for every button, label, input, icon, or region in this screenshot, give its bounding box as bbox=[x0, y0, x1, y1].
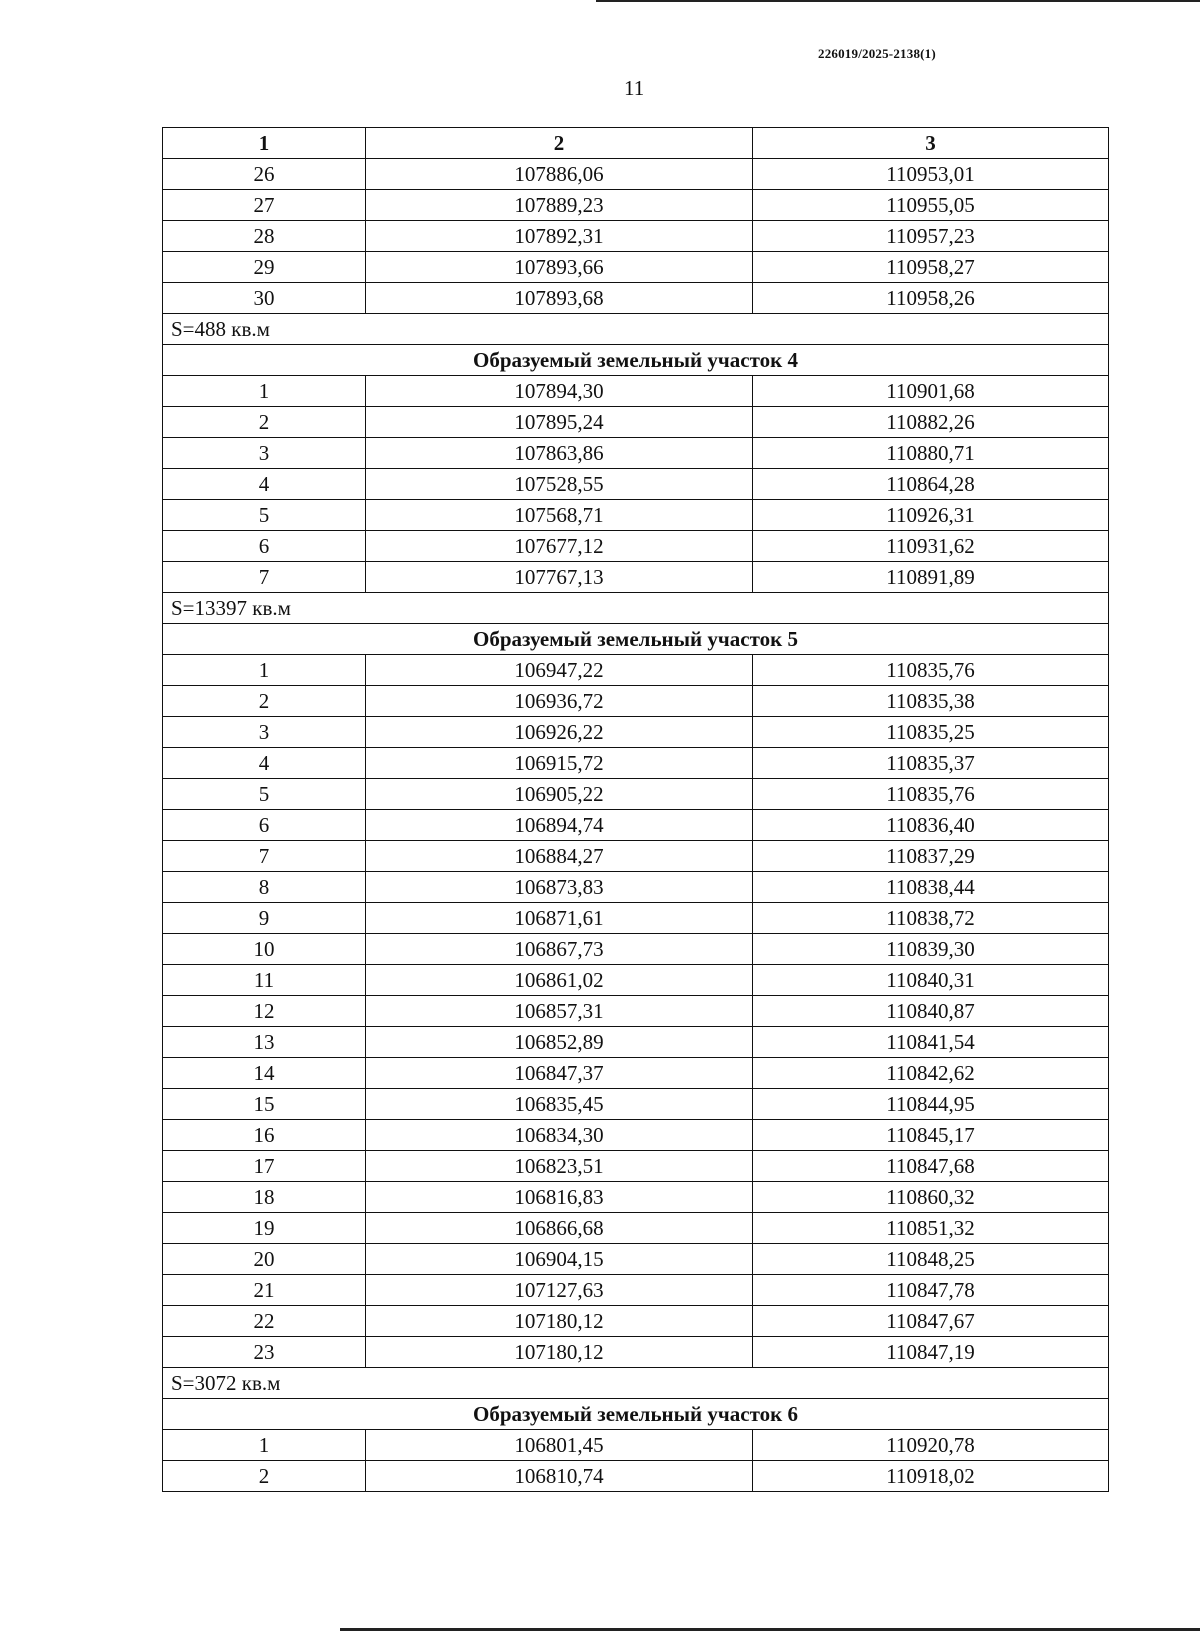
table-row bbox=[163, 469, 1109, 500]
point-number-cell: 30 bbox=[163, 283, 366, 314]
table-row bbox=[163, 1461, 1109, 1492]
point-number-cell: 29 bbox=[163, 252, 366, 283]
y-coordinate-cell: 110835,76 bbox=[753, 779, 1109, 810]
point-number-cell: 9 bbox=[163, 903, 366, 934]
column-header-y: 3 bbox=[753, 128, 1109, 159]
point-number-cell: 8 bbox=[163, 872, 366, 903]
table-row bbox=[163, 1182, 1109, 1213]
table-row bbox=[163, 1430, 1109, 1461]
section-title-row bbox=[163, 1399, 1109, 1430]
x-coordinate-cell: 107180,12 bbox=[366, 1337, 753, 1368]
y-coordinate-cell: 110926,31 bbox=[753, 500, 1109, 531]
x-coordinate-cell: 106867,73 bbox=[366, 934, 753, 965]
y-coordinate-cell: 110953,01 bbox=[753, 159, 1109, 190]
table-row bbox=[163, 872, 1109, 903]
section-title: Образуемый земельный участок 5 bbox=[163, 624, 1109, 655]
y-coordinate-cell: 110957,23 bbox=[753, 221, 1109, 252]
x-coordinate-cell: 106947,22 bbox=[366, 655, 753, 686]
x-coordinate-cell: 106834,30 bbox=[366, 1120, 753, 1151]
point-number-cell: 11 bbox=[163, 965, 366, 996]
point-number-cell: 2 bbox=[163, 1461, 366, 1492]
table-row bbox=[163, 376, 1109, 407]
y-coordinate-cell: 110838,44 bbox=[753, 872, 1109, 903]
table-row bbox=[163, 934, 1109, 965]
table-row bbox=[163, 996, 1109, 1027]
point-number-cell: 4 bbox=[163, 469, 366, 500]
table-row bbox=[163, 810, 1109, 841]
table-row bbox=[163, 655, 1109, 686]
x-coordinate-cell: 106810,74 bbox=[366, 1461, 753, 1492]
y-coordinate-cell: 110847,68 bbox=[753, 1151, 1109, 1182]
y-coordinate-cell: 110882,26 bbox=[753, 407, 1109, 438]
point-number-cell: 3 bbox=[163, 717, 366, 748]
table-row bbox=[163, 221, 1109, 252]
x-coordinate-cell: 107180,12 bbox=[366, 1306, 753, 1337]
point-number-cell: 1 bbox=[163, 655, 366, 686]
x-coordinate-cell: 107894,30 bbox=[366, 376, 753, 407]
y-coordinate-cell: 110847,19 bbox=[753, 1337, 1109, 1368]
x-coordinate-cell: 106823,51 bbox=[366, 1151, 753, 1182]
point-number-cell: 15 bbox=[163, 1089, 366, 1120]
x-coordinate-cell: 106873,83 bbox=[366, 872, 753, 903]
table-row bbox=[163, 686, 1109, 717]
y-coordinate-cell: 110880,71 bbox=[753, 438, 1109, 469]
y-coordinate-cell: 110918,02 bbox=[753, 1461, 1109, 1492]
y-coordinate-cell: 110958,27 bbox=[753, 252, 1109, 283]
x-coordinate-cell: 106816,83 bbox=[366, 1182, 753, 1213]
table-row bbox=[163, 1089, 1109, 1120]
y-coordinate-cell: 110851,32 bbox=[753, 1213, 1109, 1244]
table-row bbox=[163, 1058, 1109, 1089]
point-number-cell: 6 bbox=[163, 810, 366, 841]
point-number-cell: 5 bbox=[163, 500, 366, 531]
point-number-cell: 7 bbox=[163, 841, 366, 872]
y-coordinate-cell: 110848,25 bbox=[753, 1244, 1109, 1275]
x-coordinate-cell: 107568,71 bbox=[366, 500, 753, 531]
x-coordinate-cell: 107677,12 bbox=[366, 531, 753, 562]
x-coordinate-cell: 106852,89 bbox=[366, 1027, 753, 1058]
y-coordinate-cell: 110920,78 bbox=[753, 1430, 1109, 1461]
point-number-cell: 22 bbox=[163, 1306, 366, 1337]
point-number-cell: 3 bbox=[163, 438, 366, 469]
section-title: Образуемый земельный участок 6 bbox=[163, 1399, 1109, 1430]
x-coordinate-cell: 106884,27 bbox=[366, 841, 753, 872]
table-row bbox=[163, 407, 1109, 438]
y-coordinate-cell: 110839,30 bbox=[753, 934, 1109, 965]
x-coordinate-cell: 106936,72 bbox=[366, 686, 753, 717]
table-row bbox=[163, 1151, 1109, 1182]
area-row bbox=[163, 314, 1109, 345]
y-coordinate-cell: 110837,29 bbox=[753, 841, 1109, 872]
point-number-cell: 2 bbox=[163, 686, 366, 717]
table-row bbox=[163, 1275, 1109, 1306]
point-number-cell: 13 bbox=[163, 1027, 366, 1058]
point-number-cell: 6 bbox=[163, 531, 366, 562]
table-row bbox=[163, 283, 1109, 314]
section-title: Образуемый земельный участок 4 bbox=[163, 345, 1109, 376]
y-coordinate-cell: 110955,05 bbox=[753, 190, 1109, 221]
table-row bbox=[163, 903, 1109, 934]
area-value: S=3072 кв.м bbox=[163, 1368, 1109, 1399]
table-row bbox=[163, 1213, 1109, 1244]
area-row bbox=[163, 593, 1109, 624]
table-row bbox=[163, 438, 1109, 469]
x-coordinate-cell: 107895,24 bbox=[366, 407, 753, 438]
point-number-cell: 12 bbox=[163, 996, 366, 1027]
top-border-line bbox=[596, 0, 1200, 2]
y-coordinate-cell: 110891,89 bbox=[753, 562, 1109, 593]
x-coordinate-cell: 107767,13 bbox=[366, 562, 753, 593]
table-row bbox=[163, 252, 1109, 283]
point-number-cell: 7 bbox=[163, 562, 366, 593]
table-row bbox=[163, 1306, 1109, 1337]
table-row bbox=[163, 965, 1109, 996]
point-number-cell: 10 bbox=[163, 934, 366, 965]
x-coordinate-cell: 106866,68 bbox=[366, 1213, 753, 1244]
point-number-cell: 17 bbox=[163, 1151, 366, 1182]
x-coordinate-cell: 106871,61 bbox=[366, 903, 753, 934]
x-coordinate-cell: 106861,02 bbox=[366, 965, 753, 996]
point-number-cell: 20 bbox=[163, 1244, 366, 1275]
y-coordinate-cell: 110847,67 bbox=[753, 1306, 1109, 1337]
y-coordinate-cell: 110860,32 bbox=[753, 1182, 1109, 1213]
x-coordinate-cell: 106926,22 bbox=[366, 717, 753, 748]
page-number: 11 bbox=[624, 76, 645, 100]
y-coordinate-cell: 110931,62 bbox=[753, 531, 1109, 562]
section-title-row bbox=[163, 624, 1109, 655]
point-number-cell: 19 bbox=[163, 1213, 366, 1244]
x-coordinate-cell: 107892,31 bbox=[366, 221, 753, 252]
point-number-cell: 27 bbox=[163, 190, 366, 221]
table-row bbox=[163, 562, 1109, 593]
y-coordinate-cell: 110841,54 bbox=[753, 1027, 1109, 1058]
coordinates-table bbox=[162, 127, 1109, 1492]
x-coordinate-cell: 107893,68 bbox=[366, 283, 753, 314]
point-number-cell: 14 bbox=[163, 1058, 366, 1089]
y-coordinate-cell: 110840,31 bbox=[753, 965, 1109, 996]
x-coordinate-cell: 106857,31 bbox=[366, 996, 753, 1027]
table-row bbox=[163, 1027, 1109, 1058]
point-number-cell: 23 bbox=[163, 1337, 366, 1368]
table-row bbox=[163, 190, 1109, 221]
y-coordinate-cell: 110844,95 bbox=[753, 1089, 1109, 1120]
area-value: S=13397 кв.м bbox=[163, 593, 1109, 624]
x-coordinate-cell: 107528,55 bbox=[366, 469, 753, 500]
bottom-border-line bbox=[340, 1628, 1200, 1631]
area-value: S=488 кв.м bbox=[163, 314, 1109, 345]
point-number-cell: 5 bbox=[163, 779, 366, 810]
y-coordinate-cell: 110835,38 bbox=[753, 686, 1109, 717]
x-coordinate-cell: 106894,74 bbox=[366, 810, 753, 841]
x-coordinate-cell: 106847,37 bbox=[366, 1058, 753, 1089]
column-header-x: 2 bbox=[366, 128, 753, 159]
table-row bbox=[163, 1337, 1109, 1368]
y-coordinate-cell: 110958,26 bbox=[753, 283, 1109, 314]
point-number-cell: 21 bbox=[163, 1275, 366, 1306]
document-number: 226019/2025-2138(1) bbox=[818, 46, 936, 61]
y-coordinate-cell: 110847,78 bbox=[753, 1275, 1109, 1306]
point-number-cell: 1 bbox=[163, 376, 366, 407]
point-number-cell: 28 bbox=[163, 221, 366, 252]
x-coordinate-cell: 106915,72 bbox=[366, 748, 753, 779]
y-coordinate-cell: 110835,37 bbox=[753, 748, 1109, 779]
x-coordinate-cell: 106835,45 bbox=[366, 1089, 753, 1120]
y-coordinate-cell: 110864,28 bbox=[753, 469, 1109, 500]
section-title-row bbox=[163, 345, 1109, 376]
coordinates-table-body bbox=[163, 128, 1109, 1492]
point-number-cell: 26 bbox=[163, 159, 366, 190]
y-coordinate-cell: 110845,17 bbox=[753, 1120, 1109, 1151]
table-row bbox=[163, 500, 1109, 531]
y-coordinate-cell: 110842,62 bbox=[753, 1058, 1109, 1089]
y-coordinate-cell: 110840,87 bbox=[753, 996, 1109, 1027]
x-coordinate-cell: 106904,15 bbox=[366, 1244, 753, 1275]
y-coordinate-cell: 110836,40 bbox=[753, 810, 1109, 841]
x-coordinate-cell: 106905,22 bbox=[366, 779, 753, 810]
table-row bbox=[163, 1244, 1109, 1275]
table-row bbox=[163, 748, 1109, 779]
table-header-row bbox=[163, 128, 1109, 159]
area-row bbox=[163, 1368, 1109, 1399]
y-coordinate-cell: 110901,68 bbox=[753, 376, 1109, 407]
table-row bbox=[163, 841, 1109, 872]
x-coordinate-cell: 107127,63 bbox=[366, 1275, 753, 1306]
x-coordinate-cell: 106801,45 bbox=[366, 1430, 753, 1461]
table-row bbox=[163, 717, 1109, 748]
x-coordinate-cell: 107889,23 bbox=[366, 190, 753, 221]
y-coordinate-cell: 110835,25 bbox=[753, 717, 1109, 748]
table-row bbox=[163, 1120, 1109, 1151]
point-number-cell: 2 bbox=[163, 407, 366, 438]
y-coordinate-cell: 110838,72 bbox=[753, 903, 1109, 934]
x-coordinate-cell: 107886,06 bbox=[366, 159, 753, 190]
point-number-cell: 18 bbox=[163, 1182, 366, 1213]
table-row bbox=[163, 779, 1109, 810]
x-coordinate-cell: 107893,66 bbox=[366, 252, 753, 283]
y-coordinate-cell: 110835,76 bbox=[753, 655, 1109, 686]
point-number-cell: 4 bbox=[163, 748, 366, 779]
table-row bbox=[163, 159, 1109, 190]
point-number-cell: 16 bbox=[163, 1120, 366, 1151]
point-number-cell: 1 bbox=[163, 1430, 366, 1461]
column-header-point: 1 bbox=[163, 128, 366, 159]
table-row bbox=[163, 531, 1109, 562]
x-coordinate-cell: 107863,86 bbox=[366, 438, 753, 469]
